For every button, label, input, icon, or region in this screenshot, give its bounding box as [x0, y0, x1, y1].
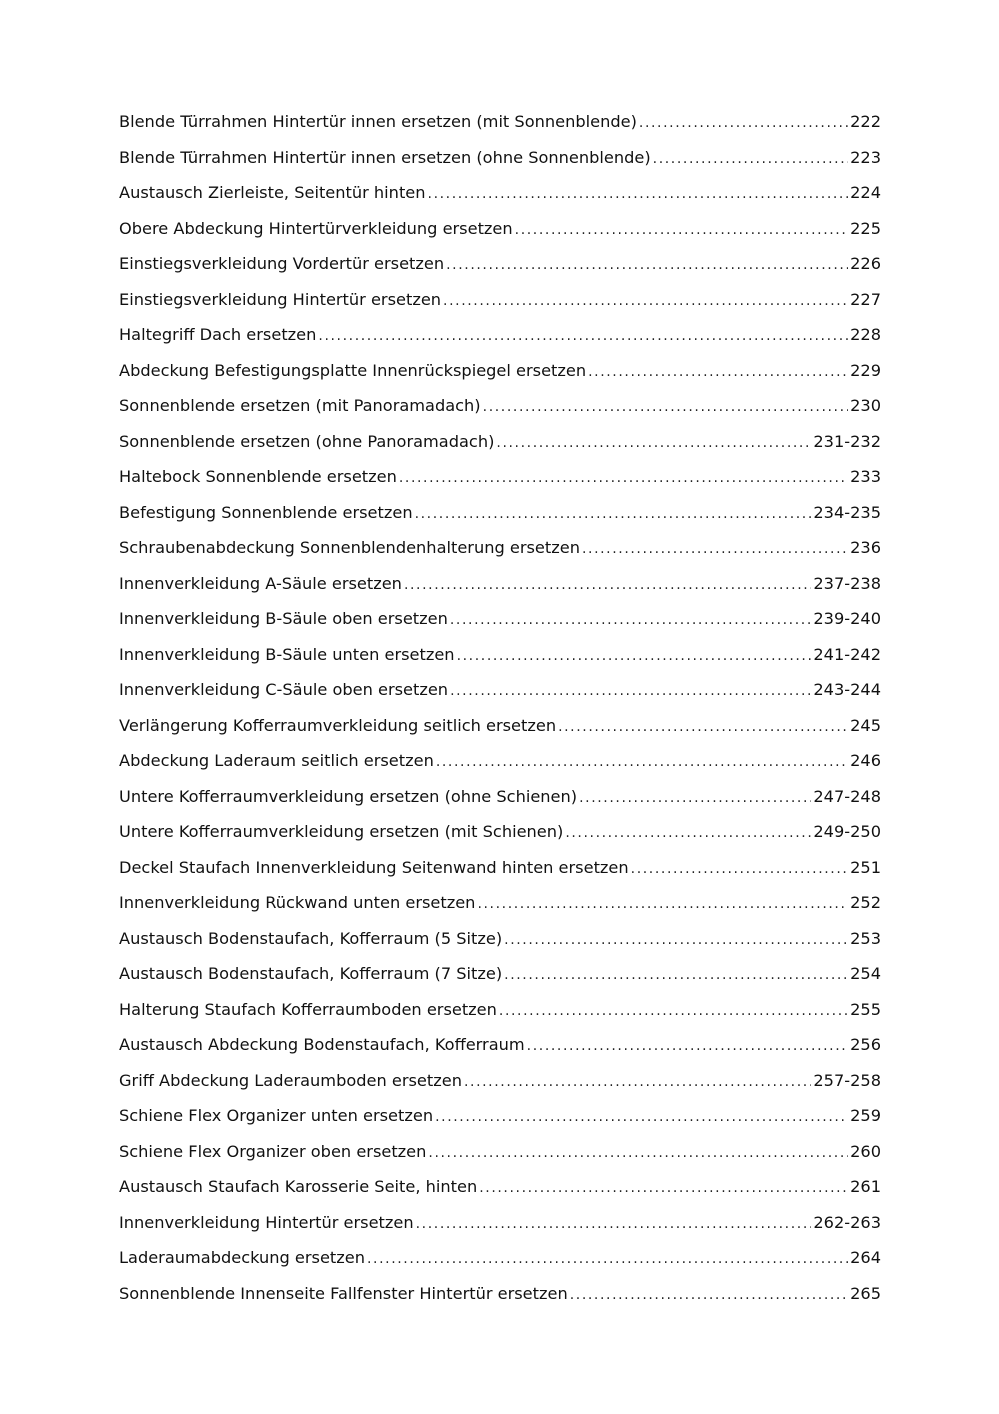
toc-entry[interactable] [119, 467, 881, 503]
toc-entry[interactable] [119, 1284, 881, 1320]
toc-entry-title: Obere Abdeckung Hintertürverkleidung ersetzen [119, 218, 513, 238]
toc-entry[interactable] [119, 1106, 881, 1142]
toc-entry-page-number: 223 [850, 147, 881, 167]
toc-dot-leader [582, 541, 848, 557]
toc-dot-leader [527, 1038, 848, 1054]
toc-entry[interactable] [119, 361, 881, 397]
toc-entry-title: Sonnenblende ersetzen (mit Panoramadach) [119, 396, 481, 415]
toc-entry-title: Innenverkleidung B-Säule unten ersetzen [119, 644, 455, 664]
toc-entry[interactable] [119, 645, 881, 681]
toc-entry[interactable] [119, 716, 881, 752]
toc-dot-leader [499, 1003, 848, 1019]
toc-entry-title: Innenverkleidung C-Säule oben ersetzen [119, 680, 449, 699]
toc-entry[interactable] [119, 787, 881, 823]
toc-entry-page-number: 230 [850, 396, 881, 415]
toc-entry-title: Deckel Staufach Innenverkleidung Seitenwand hinten ersetzen [119, 857, 629, 877]
toc-entry-page-number: 231-232 [813, 431, 881, 451]
toc-dot-leader [399, 470, 848, 486]
toc-dot-leader [446, 257, 848, 273]
toc-entry-title: Untere Kofferraumverkleidung ersetzen (mit Schienen) [119, 822, 564, 841]
toc-entry-page-number: 261 [850, 1177, 881, 1196]
toc-entry-title: Haltebock Sonnenblende ersetzen [119, 467, 397, 486]
toc-entry-page-number: 233 [850, 467, 881, 486]
toc-dot-leader [515, 222, 848, 238]
toc-entry[interactable] [119, 929, 881, 965]
toc-entry-page-number: 257-258 [813, 1070, 881, 1090]
toc-entry-title: Laderaumabdeckung ersetzen [119, 1248, 365, 1267]
toc-dot-leader [428, 186, 849, 202]
toc-entry-title: Innenverkleidung B-Säule oben ersetzen [119, 609, 448, 628]
toc-entry-title: Sonnenblende Innenseite Fallfenster Hintertür ersetzen [119, 1283, 568, 1303]
toc-entry[interactable] [119, 858, 881, 894]
toc-entry-page-number: 260 [850, 1141, 881, 1161]
toc-entry-page-number: 249-250 [813, 822, 881, 841]
toc-entry[interactable] [119, 183, 881, 219]
toc-dot-leader [443, 293, 848, 309]
toc-dot-leader [428, 1145, 848, 1161]
toc-entry[interactable] [119, 290, 881, 326]
toc-entry-page-number: 252 [850, 893, 881, 912]
toc-dot-leader [653, 151, 848, 167]
toc-dot-leader [631, 861, 848, 877]
toc-entry[interactable] [119, 893, 881, 929]
toc-entry-title: Innenverkleidung Hintertür ersetzen [119, 1212, 414, 1232]
toc-dot-leader [318, 328, 848, 344]
toc-entry-title: Halterung Staufach Kofferraumboden ersetzen [119, 999, 497, 1019]
toc-entry-title: Abdeckung Befestigungsplatte Innenrückspiegel ersetzen [119, 360, 587, 380]
toc-entry-page-number: 254 [850, 964, 881, 983]
toc-entry[interactable] [119, 396, 881, 432]
toc-entry[interactable] [119, 751, 881, 787]
toc-entry-page-number: 246 [850, 751, 881, 770]
toc-entry-page-number: 228 [850, 325, 881, 344]
toc-entry-title: Schraubenabdeckung Sonnenblendenhalterung ersetzen [119, 538, 580, 557]
toc-entry-title: Austausch Bodenstaufach, Kofferraum (5 Sitze) [119, 928, 503, 948]
toc-entry-title: Abdeckung Laderaum seitlich ersetzen [119, 751, 434, 770]
toc-entry-title: Haltegriff Dach ersetzen [119, 325, 317, 344]
toc-entry-title: Blende Türrahmen Hintertür innen ersetzen (mit Sonnenblende) [119, 112, 637, 131]
toc-entry[interactable] [119, 1035, 881, 1071]
toc-entry-page-number: 241-242 [813, 644, 881, 664]
toc-entry-title: Schiene Flex Organizer oben ersetzen [119, 1141, 427, 1161]
toc-dot-leader [416, 1216, 812, 1232]
toc-entry-page-number: 227 [850, 289, 881, 309]
toc-entry[interactable] [119, 538, 881, 574]
toc-dot-leader [639, 115, 848, 131]
toc-entry[interactable] [119, 325, 881, 361]
toc-dot-leader [477, 896, 848, 912]
toc-entry-title: Austausch Bodenstaufach, Kofferraum (7 Sitze) [119, 964, 503, 983]
toc-entry-title: Austausch Zierleiste, Seitentür hinten [119, 183, 426, 202]
toc-entry-title: Griff Abdeckung Laderaumboden ersetzen [119, 1070, 462, 1090]
toc-entry[interactable] [119, 680, 881, 716]
toc-entry-page-number: 265 [850, 1283, 881, 1303]
toc-entry-page-number: 262-263 [813, 1212, 881, 1232]
toc-entry-page-number: 229 [850, 360, 881, 380]
toc-entry-page-number: 259 [850, 1106, 881, 1125]
toc-entry-title: Schiene Flex Organizer unten ersetzen [119, 1106, 434, 1125]
toc-entry-page-number: 251 [850, 857, 881, 877]
toc-entry[interactable] [119, 432, 881, 468]
toc-entry-page-number: 226 [850, 254, 881, 273]
toc-entry[interactable] [119, 574, 881, 610]
toc-dot-leader [565, 825, 811, 841]
toc-entry[interactable] [119, 219, 881, 255]
toc-entry[interactable] [119, 1000, 881, 1036]
toc-entry-title: Innenverkleidung A-Säule ersetzen [119, 573, 402, 593]
toc-entry-title: Einstiegsverkleidung Hintertür ersetzen [119, 289, 442, 309]
toc-entry-title: Verlängerung Kofferraumverkleidung seitlich ersetzen [119, 715, 557, 735]
toc-entry[interactable] [119, 503, 881, 539]
toc-entry-page-number: 239-240 [813, 609, 881, 628]
toc-dot-leader [579, 790, 811, 806]
toc-entry[interactable] [119, 609, 881, 645]
toc-entry-title: Austausch Staufach Karosserie Seite, hinten [119, 1177, 478, 1196]
toc-dot-leader [504, 967, 848, 983]
toc-dot-leader [504, 932, 848, 948]
toc-entry-page-number: 234-235 [813, 502, 881, 522]
toc-entry-title: Befestigung Sonnenblende ersetzen [119, 502, 413, 522]
toc-dot-leader [558, 719, 848, 735]
toc-dot-leader [435, 1109, 848, 1125]
toc-dot-leader [464, 1074, 811, 1090]
toc-dot-leader [588, 364, 848, 380]
toc-entry[interactable] [119, 1071, 881, 1107]
toc-entry[interactable] [119, 148, 881, 184]
toc-entry-page-number: 237-238 [813, 573, 881, 593]
toc-entry-title: Austausch Abdeckung Bodenstaufach, Kofferraum [119, 1035, 525, 1054]
toc-entry-title: Untere Kofferraumverkleidung ersetzen (ohne Schienen) [119, 786, 578, 806]
toc-entry[interactable] [119, 1177, 881, 1213]
toc-entry-page-number: 243-244 [813, 680, 881, 699]
toc-entry-page-number: 236 [850, 538, 881, 557]
toc-entry-page-number: 256 [850, 1035, 881, 1054]
toc-entry-title: Einstiegsverkleidung Vordertür ersetzen [119, 254, 445, 273]
toc-entry-page-number: 255 [850, 999, 881, 1019]
toc-dot-leader [436, 754, 848, 770]
toc-dot-leader [404, 577, 811, 593]
toc-entry-page-number: 225 [850, 218, 881, 238]
toc-entry[interactable] [119, 112, 881, 148]
toc-entry-page-number: 247-248 [813, 786, 881, 806]
toc-entry-page-number: 245 [850, 715, 881, 735]
toc-entry[interactable] [119, 1213, 881, 1249]
toc-entry[interactable] [119, 964, 881, 1000]
toc-entry-page-number: 264 [850, 1248, 881, 1267]
toc-entry[interactable] [119, 1142, 881, 1178]
toc-dot-leader [483, 399, 848, 415]
toc-entry-page-number: 222 [850, 112, 881, 131]
toc-dot-leader [450, 683, 811, 699]
toc-entry[interactable] [119, 254, 881, 290]
toc-entry-page-number: 253 [850, 928, 881, 948]
toc-entry-title: Innenverkleidung Rückwand unten ersetzen [119, 893, 476, 912]
toc-entry[interactable] [119, 822, 881, 858]
toc-dot-leader [570, 1287, 848, 1303]
table-of-contents [119, 112, 881, 1319]
toc-entry-page-number: 224 [850, 183, 881, 202]
toc-entry-title: Sonnenblende ersetzen (ohne Panoramadach) [119, 431, 495, 451]
toc-dot-leader [496, 435, 811, 451]
toc-dot-leader [479, 1180, 848, 1196]
toc-dot-leader [450, 612, 811, 628]
toc-entry[interactable] [119, 1248, 881, 1284]
toc-dot-leader [457, 648, 812, 664]
toc-dot-leader [415, 506, 812, 522]
toc-dot-leader [367, 1251, 848, 1267]
toc-entry-title: Blende Türrahmen Hintertür innen ersetzen (ohne Sonnenblende) [119, 147, 651, 167]
